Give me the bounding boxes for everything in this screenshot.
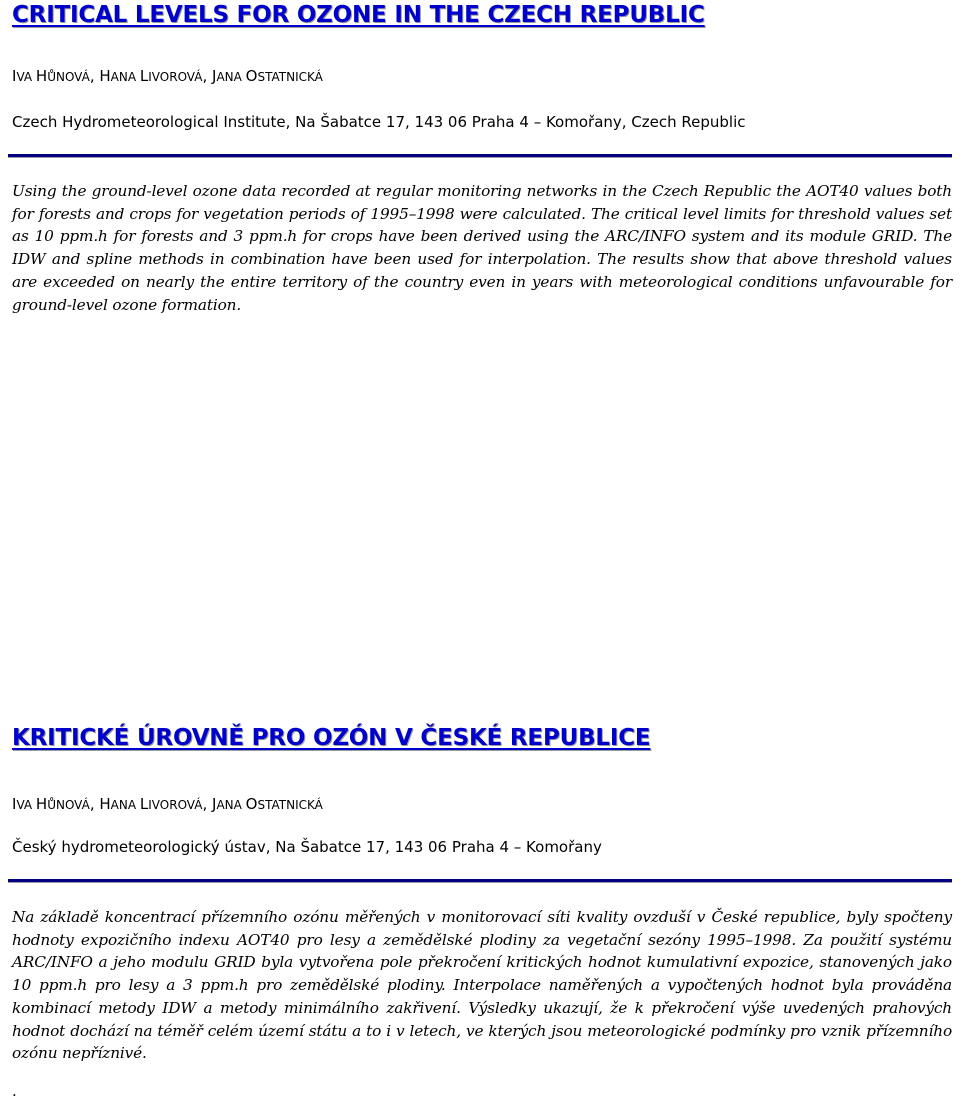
english-affiliation: Czech Hydrometeorological Institute, Na Šabatce 17, 143 06 Praha 4 – Komořany, Czech Republic xyxy=(12,113,746,131)
english-affiliation-block xyxy=(12,112,952,132)
czech-abstract-block xyxy=(12,906,952,1065)
author-1: IVA HŮNOVÁ xyxy=(12,795,90,813)
author-2: HANA LIVOROVÁ xyxy=(99,67,203,85)
czech-title-block xyxy=(12,723,952,753)
czech-title: KRITICKÉ ÚROVNĚ PRO OZÓN V ČESKÉ REPUBLICE xyxy=(12,725,651,751)
footer-mark: . xyxy=(12,1082,17,1100)
english-author-list: IVA HŮNOVÁ, HANA LIVOROVÁ, JANA OSTATNICKÁ xyxy=(12,67,323,85)
author-3: JANA OSTATNICKÁ xyxy=(212,67,323,85)
english-title-block xyxy=(12,0,952,30)
english-title: CRITICAL LEVELS FOR OZONE IN THE CZECH REPUBLIC xyxy=(12,2,705,28)
czech-author-list: IVA HŮNOVÁ, HANA LIVOROVÁ, JANA OSTATNICKÁ xyxy=(12,795,323,813)
czech-abstract: Na základě koncentrací přízemního ozónu měřených v monitorovací síti kvality ovzduší v České republice, byly spočteny hodnoty expozičního indexu AOT40 pro lesy a zemědělské plodiny za vegetační sezóny 1995–1998. Za použití systému ARC/INFO a jeho modulu GRID byla vytvořena pole překročení kritických hodnot kumulativní expozice, stanovených jako 10 ppm.h pro lesy a 3 ppm.h pro zemědělské plodiny. Interpolace naměřených a vypočtených hodnot byla prováděna kombinací metody IDW a metody minimálního zakřivení. Výsledky ukazují, že k překročení výše uvedených prahových hodnot dochází na téměř celém území státu a to i v letech, ve kterých jsou meteorologické podmínky pro vznik přízemního ozónu nepříznivé. xyxy=(12,908,952,1063)
czech-authors xyxy=(12,794,952,815)
czech-affiliation: Český hydrometeorologický ústav, Na Šabatce 17, 143 06 Praha 4 – Komořany xyxy=(12,838,602,856)
author-2: HANA LIVOROVÁ xyxy=(99,795,203,813)
english-abstract-block xyxy=(12,180,952,316)
english-abstract: Using the ground-level ozone data recorded at regular monitoring networks in the Czech Republic the AOT40 values both for forests and crops for vegetation periods of 1995–1998 were calculated. The critical level limits for threshold values set as 10 ppm.h for forests and 3 ppm.h for crops have been derived using the ARC/INFO system and its module GRID. The IDW and spline methods in combination have been used for interpolation. The results show that above threshold values are exceeded on nearly the entire territory of the country even in years with meteorological conditions unfavourable for ground-level ozone formation. xyxy=(12,182,952,314)
english-authors xyxy=(12,66,952,87)
czech-affiliation-block xyxy=(12,837,952,857)
author-1: IVA HŮNOVÁ xyxy=(12,67,90,85)
czech-divider xyxy=(8,879,952,883)
author-3: JANA OSTATNICKÁ xyxy=(212,795,323,813)
english-divider xyxy=(8,154,952,158)
